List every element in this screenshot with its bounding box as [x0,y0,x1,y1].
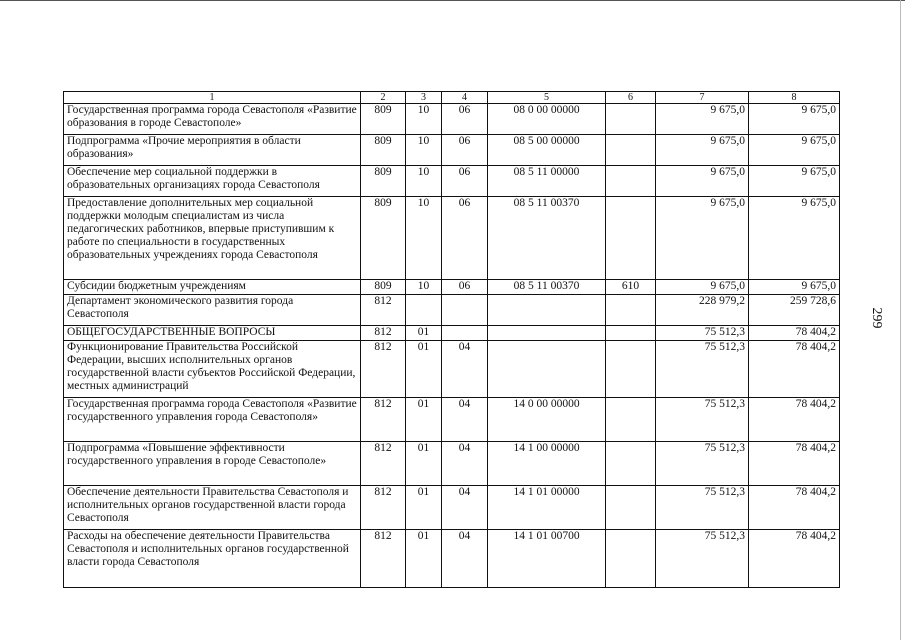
code-section: 01 [406,341,442,398]
code-ministry: 812 [361,326,406,341]
code-subsection: 06 [442,166,488,197]
code-ministry: 812 [361,530,406,588]
row-description: Предоставление дополнительных мер социальной поддержки молодым специалистам из числа педагогических работников, впервые приступившим к работе по специальности в государственных образовательных учреждениях города Севастополя [64,197,361,280]
code-expense-type [606,442,656,486]
code-subsection: 06 [442,135,488,166]
code-ministry: 812 [361,486,406,530]
amount-year-1: 9 675,0 [656,280,749,295]
code-subsection: 06 [442,197,488,280]
code-target-article: 08 0 00 00000 [488,104,606,135]
code-section: 10 [406,197,442,280]
amount-year-1: 9 675,0 [656,135,749,166]
code-ministry: 812 [361,442,406,486]
column-header: 5 [488,92,606,104]
row-description: Подпрограмма «Прочие мероприятия в области образования» [64,135,361,166]
amount-year-2: 78 404,2 [749,530,840,588]
code-target-article: 14 1 01 00000 [488,486,606,530]
amount-year-1: 9 675,0 [656,166,749,197]
code-subsection: 04 [442,530,488,588]
code-section [406,295,442,326]
code-section: 10 [406,135,442,166]
code-expense-type [606,104,656,135]
code-ministry: 809 [361,197,406,280]
code-subsection: 04 [442,398,488,442]
column-header: 8 [749,92,840,104]
amount-year-2: 78 404,2 [749,341,840,398]
code-target-article [488,295,606,326]
amount-year-1: 9 675,0 [656,197,749,280]
amount-year-1: 228 979,2 [656,295,749,326]
row-description: Обеспечение деятельности Правительства Севастополя и исполнительных органов государственной власти города Севастополя [64,486,361,530]
amount-year-2: 9 675,0 [749,280,840,295]
code-expense-type [606,295,656,326]
code-section: 01 [406,326,442,341]
code-expense-type [606,341,656,398]
code-expense-type: 610 [606,280,656,295]
code-ministry: 809 [361,135,406,166]
amount-year-2: 78 404,2 [749,442,840,486]
code-section: 10 [406,104,442,135]
code-target-article: 08 5 11 00370 [488,197,606,280]
table-row [64,197,840,280]
table-row [64,398,840,442]
code-subsection: 06 [442,280,488,295]
table-row [64,530,840,588]
code-target-article: 08 5 11 00370 [488,280,606,295]
code-subsection [442,295,488,326]
amount-year-1: 75 512,3 [656,341,749,398]
code-section: 01 [406,486,442,530]
code-expense-type [606,197,656,280]
row-description: Департамент экономического развития города Севастополя [64,295,361,326]
table-row [64,166,840,197]
amount-year-2: 78 404,2 [749,326,840,341]
row-description: Обеспечение мер социальной поддержки в образовательных организациях города Севастополя [64,166,361,197]
code-ministry: 812 [361,295,406,326]
code-subsection [442,326,488,341]
amount-year-2: 9 675,0 [749,104,840,135]
column-header: 6 [606,92,656,104]
scan-border-right [900,0,901,640]
code-ministry: 809 [361,166,406,197]
code-section: 10 [406,166,442,197]
table-header-row [64,92,840,104]
table-row [64,104,840,135]
code-target-article: 14 1 00 00000 [488,442,606,486]
scan-border-top [0,0,905,6]
budget-table [63,91,840,588]
amount-year-1: 75 512,3 [656,398,749,442]
code-expense-type [606,486,656,530]
code-subsection: 06 [442,104,488,135]
table-row [64,295,840,326]
code-section: 01 [406,442,442,486]
code-expense-type [606,166,656,197]
table-row [64,442,840,486]
table-row [64,326,840,341]
code-section: 01 [406,398,442,442]
amount-year-1: 75 512,3 [656,442,749,486]
code-ministry: 812 [361,398,406,442]
amount-year-1: 9 675,0 [656,104,749,135]
column-header: 1 [64,92,361,104]
code-target-article: 14 1 01 00700 [488,530,606,588]
amount-year-1: 75 512,3 [656,486,749,530]
amount-year-1: 75 512,3 [656,326,749,341]
code-section: 10 [406,280,442,295]
amount-year-2: 78 404,2 [749,486,840,530]
code-subsection: 04 [442,341,488,398]
code-ministry: 809 [361,280,406,295]
amount-year-1: 75 512,3 [656,530,749,588]
amount-year-2: 9 675,0 [749,197,840,280]
code-expense-type [606,530,656,588]
page-number: 299 [869,307,884,329]
amount-year-2: 9 675,0 [749,135,840,166]
table-row [64,486,840,530]
column-header: 7 [656,92,749,104]
row-description: Субсидии бюджетным учреждениям [64,280,361,295]
table-row [64,280,840,295]
amount-year-2: 259 728,6 [749,295,840,326]
row-description: ОБЩЕГОСУДАРСТВЕННЫЕ ВОПРОСЫ [64,326,361,341]
code-subsection: 04 [442,486,488,530]
code-target-article: 08 5 11 00000 [488,166,606,197]
column-header: 4 [442,92,488,104]
code-ministry: 809 [361,104,406,135]
row-description: Подпрограмма «Повышение эффективности государственного управления в городе Севастополе» [64,442,361,486]
code-expense-type [606,135,656,166]
table-row [64,341,840,398]
code-target-article: 14 0 00 00000 [488,398,606,442]
code-expense-type [606,326,656,341]
row-description: Государственная программа города Севастополя «Развитие образования в городе Севастополе» [64,104,361,135]
code-target-article [488,341,606,398]
table-row [64,135,840,166]
row-description: Государственная программа города Севастополя «Развитие государственного управления города Севастополя» [64,398,361,442]
column-header: 3 [406,92,442,104]
code-subsection: 04 [442,442,488,486]
code-target-article [488,326,606,341]
code-expense-type [606,398,656,442]
code-target-article: 08 5 00 00000 [488,135,606,166]
code-ministry: 812 [361,341,406,398]
amount-year-2: 78 404,2 [749,398,840,442]
row-description: Функционирование Правительства Российской Федерации, высших исполнительных органов государственной власти субъектов Российской Федерации, местных администраций [64,341,361,398]
code-section: 01 [406,530,442,588]
column-header: 2 [361,92,406,104]
amount-year-2: 9 675,0 [749,166,840,197]
row-description: Расходы на обеспечение деятельности Правительства Севастополя и исполнительных органов государственной власти города Севастополя [64,530,361,588]
